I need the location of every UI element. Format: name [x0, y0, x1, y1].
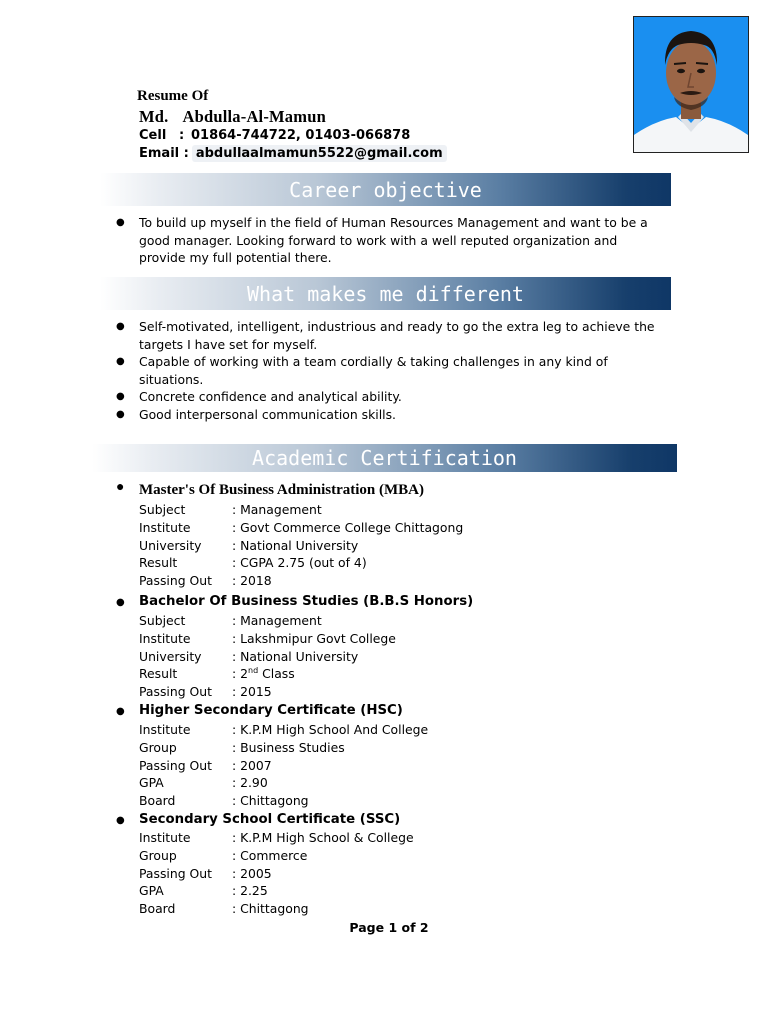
- detail-value: : Chittagong: [232, 793, 309, 809]
- detail-row: [139, 572, 463, 590]
- detail-row: [139, 757, 428, 775]
- email-link[interactable]: abdullaalmamun5522@gmail.com: [192, 145, 447, 162]
- resume-heading: Resume Of: [137, 88, 209, 104]
- degree-details-bbs: [139, 612, 396, 701]
- list-item: ● To build up myself in the field of Human Resources Management and want to be a good manager. Looking forward to work with a well reputed organization and provide my full potential there.: [118, 214, 663, 267]
- email-row: [139, 146, 447, 161]
- degree-heading-bbs: [118, 594, 473, 609]
- detail-value: : 2015: [232, 684, 272, 700]
- detail-row: [139, 900, 414, 918]
- detail-key: Group: [139, 739, 177, 755]
- detail-row: [139, 721, 428, 739]
- detail-value: : Chittagong: [232, 901, 309, 917]
- detail-value: : Lakshmipur Govt College: [232, 630, 396, 646]
- detail-row: [139, 630, 396, 648]
- detail-value: : Management: [232, 502, 322, 517]
- degree-title: Bachelor Of Business Studies (B.B.S Honors): [139, 594, 474, 609]
- list-item: ● Self-motivated, intelligent, industrious and ready to go the extra leg to achieve the targets I have set for myself.: [118, 318, 663, 353]
- detail-key: Passing Out: [139, 865, 212, 881]
- detail-value: : 2.90: [232, 775, 268, 791]
- career-list: [118, 214, 663, 267]
- bullet-icon: ●: [116, 706, 125, 717]
- detail-value: : CGPA 2.75 (out of 4): [232, 555, 367, 571]
- detail-key: Institute: [139, 630, 191, 646]
- section-banner-career: [100, 173, 671, 206]
- section-title-different: What makes me different: [247, 281, 524, 306]
- detail-key: GPA: [139, 775, 164, 791]
- detail-row: [139, 683, 396, 701]
- cell-label: Cell: [139, 128, 167, 143]
- detail-row: [139, 554, 463, 572]
- section-title-career: Career objective: [289, 177, 482, 202]
- degree-heading-mba: [118, 482, 424, 499]
- detail-key: Institute: [139, 519, 191, 535]
- detail-row: [139, 537, 463, 555]
- detail-row: [139, 665, 396, 683]
- detail-value: : Business Studies: [232, 739, 345, 755]
- detail-key: Group: [139, 847, 177, 863]
- profile-photo: [633, 16, 749, 153]
- detail-key: Passing Out: [139, 573, 212, 589]
- detail-value: : 2018: [232, 573, 272, 589]
- cell-value: 01864-744722, 01403-066878: [191, 128, 411, 143]
- detail-value: : Commerce: [232, 847, 308, 863]
- bullet-icon: ●: [116, 597, 125, 608]
- bullet-icon: ●: [116, 815, 125, 826]
- detail-value: : Govt Commerce College Chittagong: [232, 519, 464, 535]
- list-item: ● Good interpersonal communication skills.: [118, 406, 663, 424]
- degree-details-mba: [139, 501, 463, 590]
- degree-title: Master's Of Business Administration (MBA): [139, 482, 424, 498]
- detail-row: [139, 847, 414, 865]
- section-banner-different: [100, 277, 671, 310]
- detail-row: [139, 612, 396, 630]
- detail-value: : National University: [232, 648, 359, 664]
- detail-row: [139, 829, 414, 847]
- name-prefix: Md.: [139, 107, 169, 126]
- detail-value: : K.P.M High School And College: [232, 722, 429, 737]
- bullet-icon: ●: [116, 480, 125, 495]
- detail-key: Subject: [139, 502, 186, 517]
- detail-key: Board: [139, 901, 176, 917]
- detail-key: University: [139, 537, 202, 553]
- degree-heading-hsc: [118, 703, 403, 718]
- detail-value: : 2.25: [232, 883, 268, 899]
- detail-row: [139, 774, 428, 792]
- candidate-name: [139, 107, 326, 127]
- degree-title: Secondary School Certificate (SSC): [139, 812, 401, 827]
- detail-key: Subject: [139, 613, 186, 628]
- name-main: Abdulla-Al-Mamun: [182, 107, 326, 126]
- email-label: Email :: [139, 146, 189, 161]
- list-item: ● Concrete confidence and analytical ability.: [118, 388, 663, 406]
- list-item: ● Capable of working with a team cordially & taking challenges in any kind of situations.: [118, 353, 663, 388]
- detail-row: [139, 865, 414, 883]
- detail-key: Passing Out: [139, 684, 212, 700]
- detail-key: Board: [139, 793, 176, 809]
- detail-value: : National University: [232, 537, 359, 553]
- detail-key: Institute: [139, 722, 191, 737]
- degree-details-hsc: [139, 721, 428, 810]
- detail-key: GPA: [139, 883, 164, 899]
- detail-row: [139, 792, 428, 810]
- detail-value: : 2nd Class: [232, 666, 295, 682]
- page-number: Page 1 of 2: [349, 920, 429, 935]
- detail-key: Result: [139, 555, 178, 571]
- detail-row: [139, 739, 428, 757]
- cell-colon: :: [179, 128, 185, 143]
- detail-key: University: [139, 648, 202, 664]
- different-list: [118, 318, 663, 424]
- degree-heading-ssc: [118, 812, 400, 827]
- detail-row: [139, 519, 463, 537]
- section-banner-academic: [92, 444, 677, 472]
- detail-value: : K.P.M High School & College: [232, 830, 414, 845]
- detail-row: [139, 501, 463, 519]
- detail-value: : Management: [232, 613, 322, 628]
- detail-row: [139, 882, 414, 900]
- detail-key: Passing Out: [139, 757, 212, 773]
- detail-key: Institute: [139, 830, 191, 845]
- cell-row: [139, 128, 410, 143]
- detail-value: : 2007: [232, 757, 272, 773]
- degree-title: Higher Secondary Certificate (HSC): [139, 703, 403, 718]
- detail-key: Result: [139, 666, 178, 682]
- detail-row: [139, 648, 396, 666]
- degree-details-ssc: [139, 829, 414, 918]
- detail-value: : 2005: [232, 865, 272, 881]
- section-title-academic: Academic Certification: [252, 446, 517, 470]
- portrait-image: [634, 17, 748, 152]
